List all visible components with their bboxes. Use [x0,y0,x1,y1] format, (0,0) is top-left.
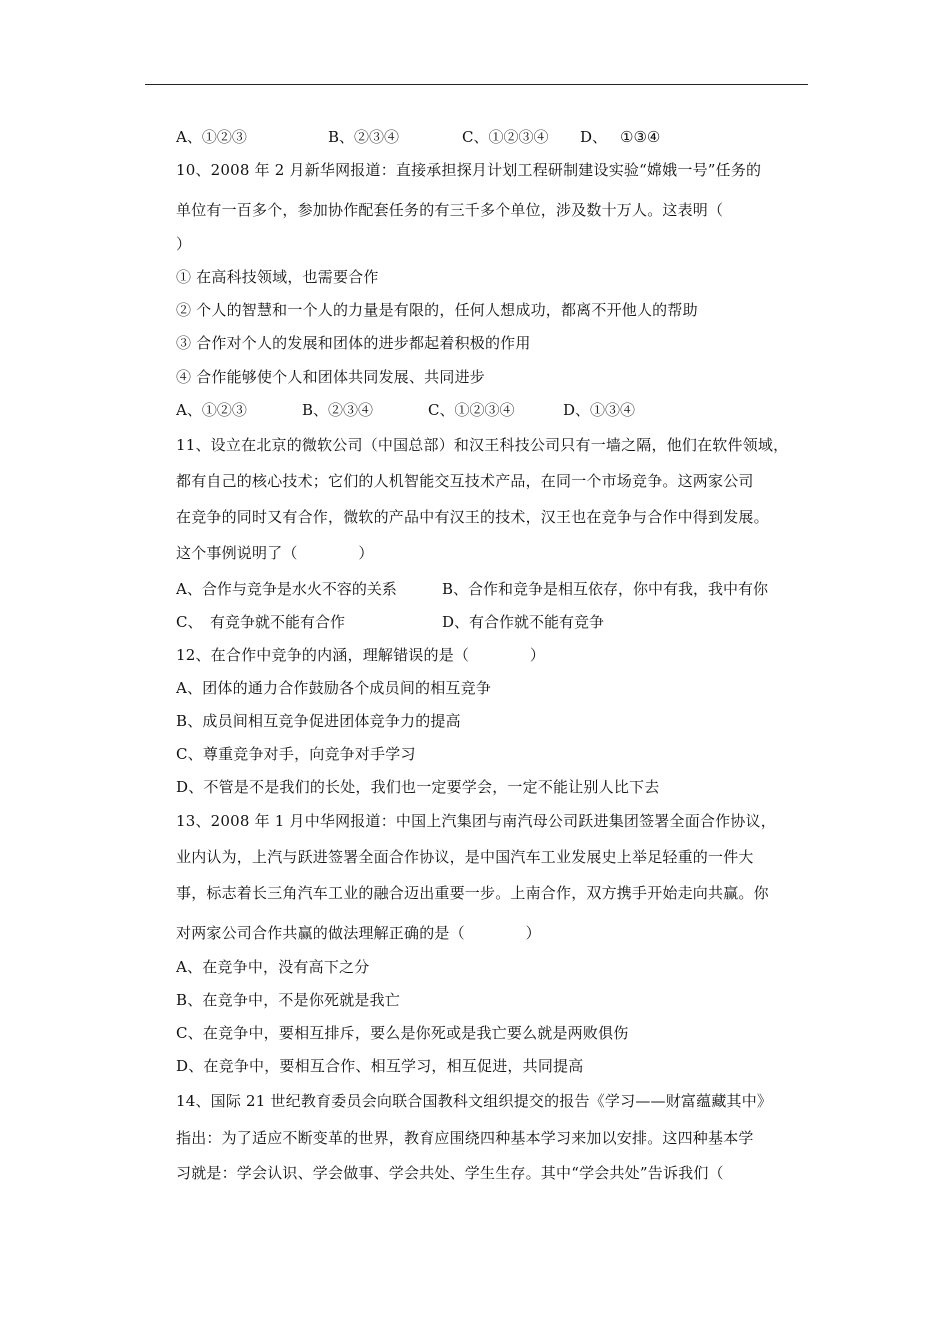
q12-option-c: C、尊重竞争对手，向竞争对手学习 [176,745,416,763]
q13-option-c: C、在竞争中，要相互排斥，要么是你死或是我亡要么就是两败俱伤 [176,1024,629,1042]
header-rule [145,84,808,85]
q9-option-c: C、①②③④ [462,128,549,146]
q10-stem-line-2: 单位有一百多个，参加协作配套任务的有三千多个单位，涉及数十万人。这表明（ [176,201,724,219]
q9-option-b: B、②③④ [328,128,400,146]
q10-statement-3: ③ 合作对个人的发展和团体的进步都起着积极的作用 [176,334,531,352]
q13-option-a: A、在竞争中，没有高下之分 [176,958,370,976]
q12-option-d: D、不管是不是我们的长处，我们也一定要学会，一定不能让别人比下去 [176,778,660,796]
q13-stem-line-4: 对两家公司合作共赢的做法理解正确的是（ ） [176,924,541,942]
q14-stem-line-3: 习就是：学会认识、学会做事、学会共处、学生生存。其中“学会共处”告诉我们（ [176,1164,724,1182]
q12-stem: 12、在合作中竞争的内涵，理解错误的是（ ） [176,646,546,664]
q12-option-b: B、成员间相互竞争促进团体竞争力的提高 [176,712,461,730]
q10-stem-line-3: ） [176,235,192,253]
q11-option-a: A、合作与竞争是水火不容的关系 [176,580,397,598]
q13-option-d: D、在竞争中，要相互合作、相互学习，相互促进，共同提高 [176,1057,584,1075]
q13-stem-line-2: 业内认为，上汽与跃进签署全面合作协议，是中国汽车工业发展史上举足轻重的一件大 [176,848,754,866]
q13-stem-line-1: 13、2008 年 1 月中华网报道：中国上汽集团与南汽母公司跃进集团签署全面合作协议， [176,812,776,830]
q12-option-a: A、团体的通力合作鼓励各个成员间的相互竞争 [176,679,492,697]
q14-stem-line-2: 指出：为了适应不断变革的世界，教育应围绕四种基本学习来加以安排。这四种基本学 [176,1129,754,1147]
q13-stem-line-3: 事，标志着长三角汽车工业的融合迈出重要一步。上南合作，双方携手开始走向共赢。你 [176,884,769,902]
q14-stem-line-1: 14、国际 21 世纪教育委员会向联合国教科文组织提交的报告《学习——财富蕴藏其中》 [176,1092,773,1110]
q10-statement-1: ① 在高科技领域，也需要合作 [176,268,379,286]
q10-statement-2: ② 个人的智慧和一个人的力量是有限的，任何人想成功，都离不开他人的帮助 [176,301,698,319]
q10-option-b: B、②③④ [302,401,374,419]
q11-option-d: D、有合作就不能有竞争 [442,613,605,631]
q11-option-c: C、 有竞争就不能有合作 [176,613,345,631]
q11-stem-line-1: 11、设立在北京的微软公司（中国总部）和汉王科技公司只有一墙之隔，他们在软件领域， [176,436,789,454]
q11-option-b: B、合作和竞争是相互依存，你中有我，我中有你 [442,580,769,598]
q11-stem-line-3: 在竞争的同时又有合作，微软的产品中有汉王的技术，汉王也在竞争与合作中得到发展。 [176,508,769,526]
q9-option-a: A、①②③ [176,128,247,146]
q10-option-c: C、①②③④ [428,401,515,419]
q9-option-d-value: ①③④ [620,128,661,146]
q10-stem-line-1: 10、2008 年 2 月新华网报道：直接承担探月计划工程研制建设实验“嫦娥一号”任务的 [176,161,762,179]
q10-statement-4: ④ 合作能够使个人和团体共同发展、共同进步 [176,368,485,386]
q11-stem-line-4: 这个事例说明了（ ） [176,544,374,562]
q10-option-d: D、①③④ [563,401,636,419]
q9-option-d: D、 [580,128,608,146]
q10-option-a: A、①②③ [176,401,247,419]
q13-option-b: B、在竞争中，不是你死就是我亡 [176,991,401,1009]
q11-stem-line-2: 都有自己的核心技术；它们的人机智能交互技术产品，在同一个市场竞争。这两家公司 [176,472,754,490]
